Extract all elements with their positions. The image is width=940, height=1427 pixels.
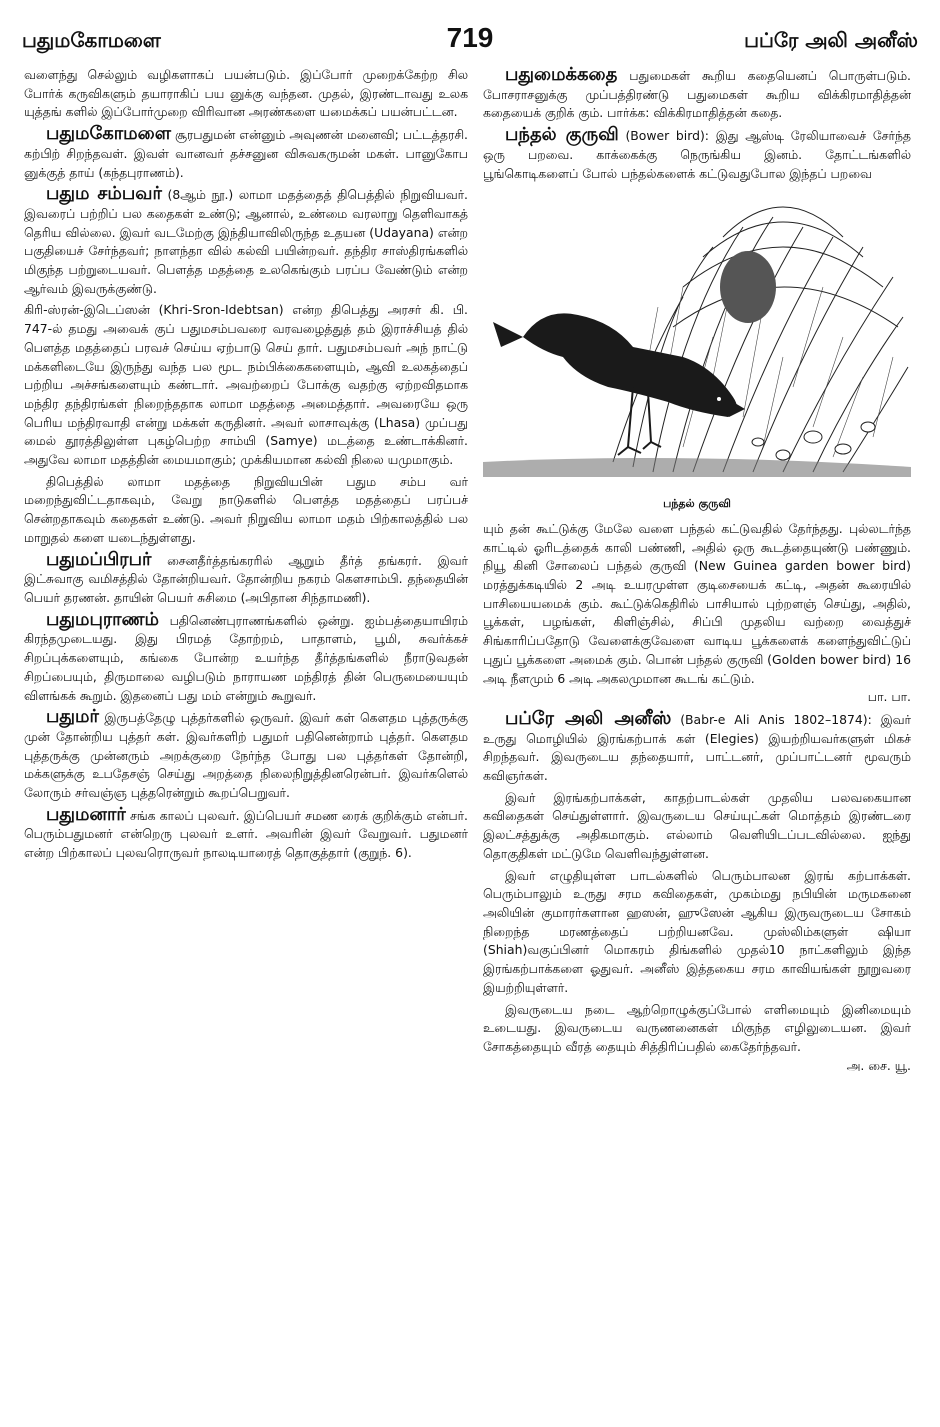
ornaments	[752, 422, 875, 460]
entry-headword: பதும சம்பவர்	[46, 183, 162, 205]
entry-padumaikkadai	[483, 66, 911, 123]
entry-padumappirabar	[24, 548, 468, 608]
entry-paragraph: இவர் இரங்கற்பாக்கள், காதற்பாடல்கள் முதலிய பலவகையான கவிதைகள் செய்துள்ளார். இவருடைய செய்யுட்கள் மொத்தம் இரண்டரை இலட்சத்துக்கு அதிகமாகும். எல்லாம் வெளியிடப்படவில்லை. ஐந்து தொகுதிகள் மட்டுமே வெளிவந்துள்ளன.	[483, 789, 911, 861]
entry-headword: பதுமைக்கதை	[505, 64, 618, 85]
entry-paragraph: திபெத்தில் லாமா மதத்தை நிறுவியபின் பதும சம்ப வர் மறைந்துவிட்டதாகவும், வேறு நாடுகளில் பௌத்த மதத்தைப் பரப்பச் சென்றதாகவும் கதைகள் உண்டு. அவர் நிறுவிய லாமா மதம் பிற்காலத்தில் பல மாறுதல் களை யடைந்துள்ளது.	[24, 473, 468, 545]
entry-headword: பப்ரே அலி அனீஸ்	[505, 707, 672, 729]
page-number: 719	[446, 22, 494, 53]
entry-padumar	[24, 708, 468, 803]
grass-bower	[613, 207, 908, 472]
entry-headword: பதுமப்பிரபர்	[46, 548, 152, 570]
entry-padumasambavar	[24, 185, 468, 298]
entry-bower-bird	[483, 126, 911, 183]
entry-text: சைனதீர்த்தங்கரரில் ஆறும் தீர்த் தங்கரர். இவர் இட்சுவாகு வமிசத்தில் தோன்றியவர். தோன்றிய நகரம் கௌசாம்பி. தந்தையின் பெயர் தரணன். தாயின் பெயர் சுசிமை (அபிதான சிந்தாமணி).	[24, 552, 468, 605]
entry-text: (Babr-e Ali Anis 1802–1874): இவர் உருது மொழியில் இரங்கற்பாக் கள் (Elegies) இயற்றியவர்களுள் மிகச் சிறந்தவர். இவருடைய தந்தையார், பாட்டனர், முப்பாட்டனர் மூவரும் கவிஞர்கள்.	[483, 711, 911, 784]
entry-text: சூரபதுமன் என்னும் அவுணன் மனைவி; பட்டத்தரசி. கற்பிற் சிறந்தவள். இவள் வானவர் தச்சனுன விசுவகருமன் மகள். பானுகோப னுக்குத் தாய் (கந்தபுராணம்).	[24, 127, 468, 180]
entry-paragraph	[483, 1001, 911, 1076]
bird-tail	[493, 322, 523, 347]
entry-text: பதினெண்புராணங்களில் ஒன்று. ஐம்பத்தையாயிரம் கிரந்தமுடையது. இது பிரமத் தோற்றம், பாதாளம், பூமி, சுவர்க்கச் சிறப்புக்களையும், கங்கை போன்ற உயர்ந்த தீர்த்தங்களில் நீராடுவதன் சிறப்பையும், திருமாலை வழிபடும் நாராயண மந்திரத் தின் பெருமையையும் விளங்கக் கூறும். இதனைப் பது மம் என்றும் கூறுவர்.	[24, 612, 468, 703]
ground	[483, 458, 911, 477]
figure-caption: பந்தல் குருவி	[663, 497, 731, 511]
bird-beak	[728, 399, 745, 417]
author-initials: பா. பா.	[867, 689, 911, 705]
running-head-left: பதுமகோமளை	[22, 28, 161, 52]
bird-body	[523, 314, 737, 418]
entry-text: யும் தன் கூட்டுக்கு மேலே வளை பந்தல் கட்டுவதில் தேர்ந்தது. புல்லடர்ந்த காட்டில் ஓரிடத்தைக் காலி பண்ணி, அதில் ஒரு கூடத்தையுண்டு பண்ணும். நியூ கினி சோலைப் பந்தல் குருவி (New Guinea garden bower bird) மரத்துக்கடியில் 2 அடி உயரமுள்ள குடிசையைக் கட்டி, அதன் கூரையில் பாசியையமைக் கும். கூட்டுக்கெதிரில் பாசியால் புற்றளஞ் செய்து, அதில், பூக்கள், பழங்கள், கிளிஞ்சில், சிப்பி முதலிய வற்றை வைத்துச் சிங்காரிப்பதோடு வேளைக்குவேளை வாடிய பூக்களைக் களைந்துவிட்டுப் புதுப் பூக்களை அமைக் கும். பொன் பந்தல் குருவி (Golden bower bird) 16 அடி நீளமும் 6 அடி அகலமுமான கூடங் கட்டும்.	[483, 520, 911, 686]
bower-opening	[720, 251, 776, 323]
right-column	[483, 66, 911, 1078]
entry-text: (Bower bird): இது ஆஸ்டி ரேலியாவைச் சேர்ந்த ஒரு பறவை. காக்கைக்கு நெருங்கிய இனம். தோட்டங்களில் பூங்கொடிகளைப் போல் பந்தல்களைக் கட்டுவதுபோல இந்தப் பறவை	[483, 128, 911, 181]
entry-padumakomalai	[24, 125, 468, 182]
entry-headword: பதுமனார்	[46, 803, 126, 825]
entry-text: இருபத்தேழு புத்தர்களில் ஒருவர். இவர் கள் கௌதம புத்தருக்கு முன் தோன்றிய புத்தர் கள். இவர்களிற் பதுமர் பதினென்றாம் புத்தர். கௌதம புத்தருக்கு முன்னரும் அறக்குறை நேர்ந்த போது பல புத்தர்கள் தோன்றி, மக்களுக்கு உபதேசஞ் செய்து அறத்தை நிலைநிறுத்தினரென்பர். இவர்களெல் லோரும் சர்வஞ்ஞ புத்தரென்றும் கூறப்பெறுவர்.	[24, 710, 468, 801]
entry-headword: பதுமகோமளை	[46, 123, 171, 145]
entry-padumanar	[24, 803, 468, 863]
entry-headword: பந்தல் குருவி	[505, 124, 619, 146]
entry-padumapuranam	[24, 608, 468, 706]
entry-paragraph	[483, 520, 911, 707]
running-head-right: பப்ரே அலி அனீஸ்	[744, 28, 918, 52]
entry-text: பதுமைகள் கூறிய கதையெனப் பொருள்படும். போசராசனுக்கு முப்பத்திரண்டு பதுமைகள் கூறிய விக்கிரமாதித்தன் கதையைக் குறிக் கும். பார்க்க: விக்கிரமாதித்தன் கதை.	[483, 68, 911, 121]
bird-eye	[717, 397, 721, 401]
entry-babr-e-ali-anis	[483, 707, 911, 786]
author-initials: அ. சை. யூ.	[846, 1057, 911, 1073]
bower-bird-figure	[483, 187, 911, 514]
left-column	[24, 66, 468, 866]
entry-continuation: வளைந்து செல்லும் வழிகளாகப் பயன்படும். இப்போர் முறைக்கேற்ற சில போர்க் கருவிகளும் தயாராகிப் பய னுக்கு வந்தன. முதல், இரண்டாவது உலக யுத்தங் களில் இப்போர்முறை விரிவான அரண்களை யமைக்கப் பயன்பட்டன.	[24, 67, 468, 120]
entry-text: இவருடைய நடை ஆற்றொழுக்குப்போல் எளிமையும் இனிமையும் உடையது. இவருடைய வருணனைகள் மிகுந்த எழிலுடையன. இவர் சோகத்தையும் வீரத் தையும் சித்திரிப்பதில் கைதேர்ந்தவர்.	[483, 1001, 911, 1054]
entry-text: (8ஆம் நூ.) லாமா மதத்தைத் திபெத்தில் நிறுவியவர். இவரைப் பற்றிப் பல கதைகள் உண்டு; ஆனால், உண்மை வரலாறு தெளிவாகத் தெரிய வில்லை. இவர் வடமேற்கு இந்தியாவிலிருந்த உதயன (Udayana) என்ற பகுதியைச் சேர்ந்தவர்; நாளந்தா வில் கல்வி பயின்றவர். தந்திர சாஸ்திரங்களில் மிகுந்த பற்றுடையவர். பௌத்த மதத்தை உலகெங்கும் பரப்ப வேண்டும் என்ற ஆர்வம் இவருக்குண்டு.	[24, 187, 468, 296]
entry-text: சங்க காலப் புலவர். இப்பெயர் சமண ரைக் குறிக்கும் என்பர். பெரும்பதுமனர் என்றெரு புலவர் உளர். அவரின் இவர் வேறுவர். பதுமனர் என்ற பிற்காலப் புலவரொருவர் நாலடியாரைத் தொகுத்தார் (குறுந். 6).	[24, 807, 468, 861]
entry-headword: பதுமபுராணம்	[46, 608, 159, 630]
entry-paragraph: கிரி-ஸ்ரன்-இடெப்ஸன் (Khri-Sron-Idebtsan) என்ற திபெத்து அரசர் கி. பி. 747-ல் தமது அவைக் குப் பதுமசம்பவரை வரவழைத்துத் தம் இராச்சியத் தில் பௌத்த மதத்தைப் பரவச் செய்ய ஏற்பாடு செய் தார். பதுமசம்பவர் அந் நாட்டு மக்களிடையே இருந்து வந்த பல மூட நம்பிக்கைகளையும், ஆவி உலகத்தைப் பற்றிய அச்சங்களையும் கண்டார். அவற்றைப் போக்கு வதற்கு ஏற்றவிதமாக மந்திர தந்திரங்கள் நிறைந்ததாக லாமா மதத்தை அமைத்தார். அவரையே ஒரு பெரிய மந்திரவாதி என்று மக்கள் கருதினர். அவர் லாசாவுக்கு (Lhasa) முப்பது மைல் தூரத்திலுள்ள புகழ்பெற்ற சாம்யி (Samye) மடத்தை உண்டாக்கினர். அதுவே லாமா மதத்தின் மையமாகும்; முக்கியமான கல்வி நிலை யமுமாகும்.	[24, 302, 468, 468]
entry-paragraph: இவர் எழுதியுள்ள பாடல்களில் பெரும்பாலன இரங் கற்பாக்கள். பெரும்பாலும் உருது சரம கவிதைகள், முகம்மது நபியின் மருமகனை அலியின் குமாரர்களான ஹஸன், ஹுஸேன் ஆகிய இருவருடைய சோகம் நிறைந்த மரணத்தைப் பற்றியனவே. முஸ்லிம்களுள் ஷியா (Shiah)வகுப்பினர் மொகரம் திங்களில் முதல்10 நாட்களிலும் இந்த இரங்கற்பாக்களை ஓதுவர். அனீஸ் இத்தகைய சரம காவியங்கள் நூறுவரை இயற்றியுள்ளர்.	[483, 867, 911, 995]
page-header	[22, 22, 918, 62]
bower-bird-illustration	[483, 187, 911, 487]
entry-headword: பதுமர்	[46, 706, 99, 728]
